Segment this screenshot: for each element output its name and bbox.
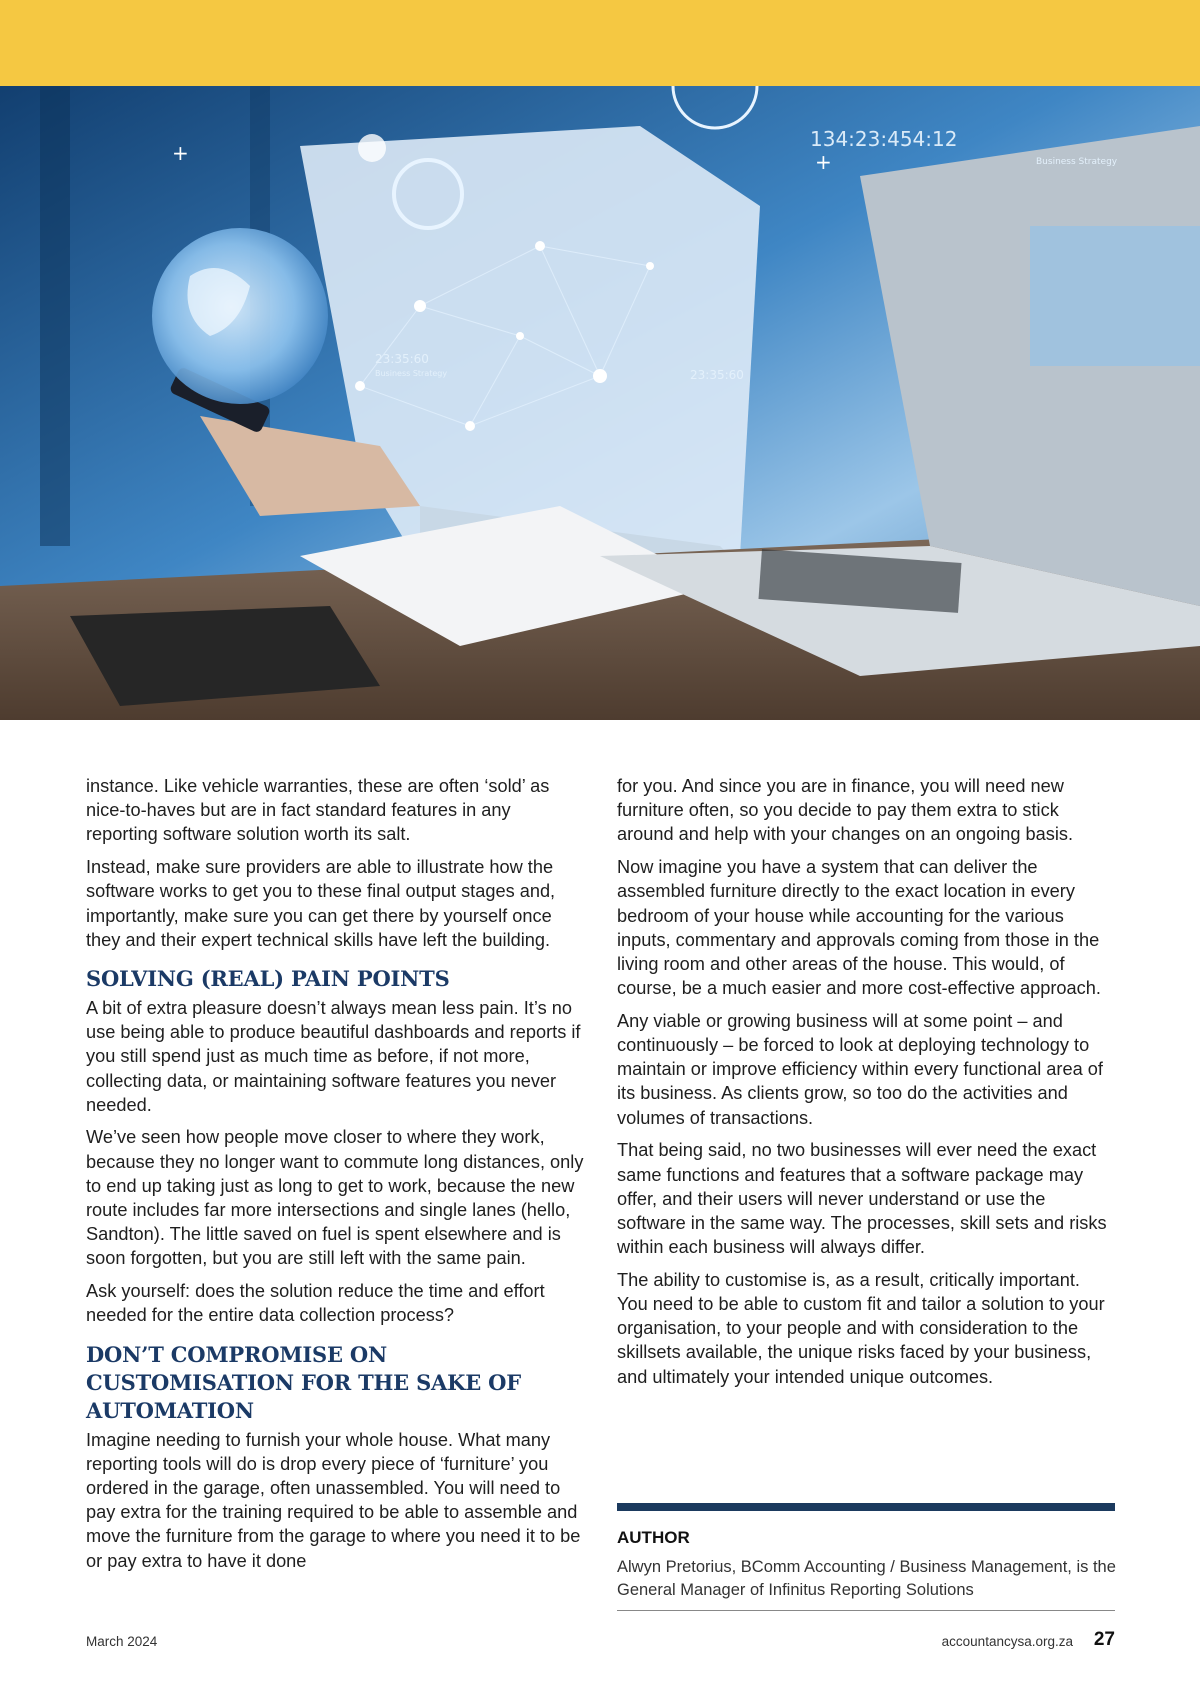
hero-clock-left: 23:35:60: [375, 352, 429, 366]
top-color-band: [0, 0, 1200, 86]
author-heading: AUTHOR: [617, 1528, 690, 1547]
right-paragraph-5: The ability to customise is, as a result, critically important. You need to be able to custom fit and tailor a solution to your organisation, to your people and with consideration to the skillsets available, the unique risks faced by your business, and ultimately your intended unique outcomes.: [617, 1269, 1105, 1387]
right-paragraph-2: Now imagine you have a system that can deliver the assembled furniture directly to the exact location in every bedroom of your house while accounting for the various inputs, commentary and approvals coming from those in the living room and other areas of the house. This would, of course, be a much easier and more cost-effective approach.: [617, 857, 1101, 999]
author-bio: Alwyn Pretorius, BComm Accounting / Business Management, is the General Manager of Infinitus Reporting Solutions: [617, 1558, 1116, 1599]
author-bottom-rule: [617, 1610, 1115, 1611]
left-paragraph-6: Imagine needing to furnish your whole house. What many reporting tools will do is drop every piece of ‘furniture’ you ordered in the garage, often unassembled. You will need to pay extra for the training required to be able to assemble and move the furniture from the garage to where you need it to be or pay extra to have it done: [86, 1429, 581, 1571]
right-column: [617, 774, 1115, 1397]
heading-customisation: DON’T COMPROMISE ON CUSTOMISATION FOR THE SAKE OF AUTOMATION: [86, 1341, 521, 1423]
hero-clock-top: 134:23:454:12: [810, 127, 958, 151]
footer-date: March 2024: [86, 1634, 158, 1649]
left-paragraph-3: A bit of extra pleasure doesn’t always mean less pain. It’s no use being able to produce beautiful dashboards and reports if you still spend just as much time as before, if not more, collecting data, or maintaining software features you never needed.: [86, 997, 581, 1115]
hero-clock-center: 23:35:60: [690, 368, 744, 382]
hero-label-left: Business Strategy: [375, 369, 448, 378]
author-divider: [617, 1503, 1115, 1511]
right-paragraph-3: Any viable or growing business will at some point – and continuously – be forced to look at deploying technology to maintain or improve efficiency within every functional area of its business. As clients grow, so too do the activities and volumes of transactions.: [617, 1010, 1103, 1128]
left-paragraph-1: instance. Like vehicle warranties, these are often ‘sold’ as nice-to-haves but are in fact standard features in any reporting software solution worth its salt.: [86, 776, 550, 845]
page-number: 27: [1093, 1629, 1115, 1650]
right-paragraph-4: That being said, no two businesses will ever need the exact same functions and features that a software package may offer, and their users will never understand or use the software in the same way. The processes, skill sets and risks within each business will always differ.: [617, 1140, 1107, 1258]
left-paragraph-4: We’ve seen how people move closer to where they work, because they no longer want to commute long distances, only to end up taking just as long to get to work, because the new route includes far more intersections and single lanes (hello, Sandton). The little saved on fuel is spent elsewhere and is soon forgotten, but you are still left with the same pain.: [86, 1127, 584, 1269]
hero-label-right: Business Strategy: [1036, 157, 1118, 167]
left-paragraph-2: Instead, make sure providers are able to illustrate how the software works to get you to these final output stages and, importantly, make sure you can get there by yourself once they and their expert technical skills have left the building.: [86, 857, 556, 950]
left-column: [86, 774, 586, 1581]
right-paragraph-1: for you. And since you are in finance, you will need new furniture often, so you decide to pay them extra to stick around and help with your changes on an ongoing basis.: [617, 776, 1074, 845]
svg-text:+: +: [172, 141, 189, 165]
svg-text:+: +: [815, 150, 832, 174]
hero-image: [0, 86, 1200, 720]
heading-solving-pain-points: SOLVING (REAL) PAIN POINTS: [86, 965, 450, 991]
footer-website: accountancysa.org.za: [941, 1634, 1073, 1649]
left-paragraph-5: Ask yourself: does the solution reduce the time and effort needed for the entire data collection process?: [86, 1281, 545, 1326]
